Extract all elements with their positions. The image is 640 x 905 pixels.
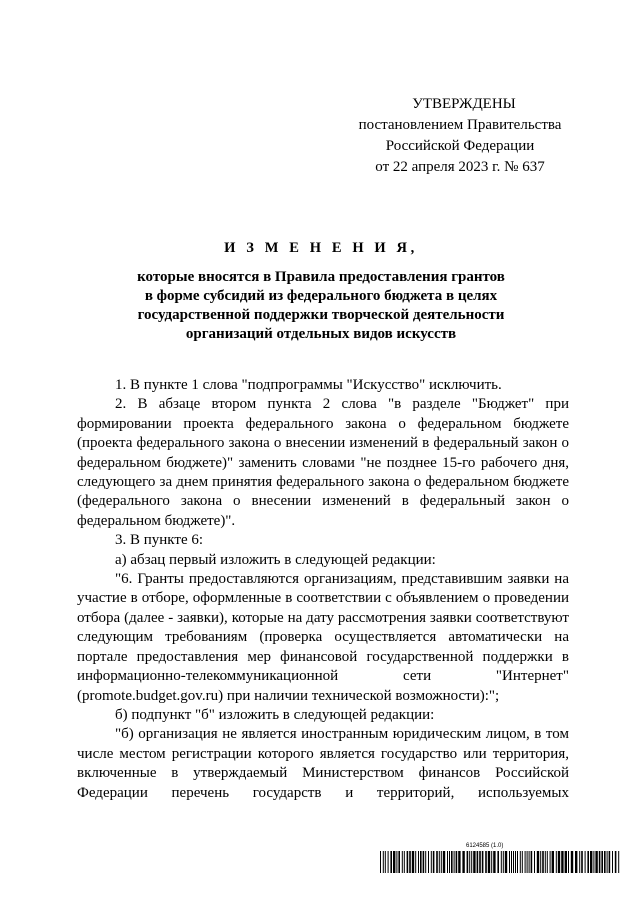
paragraph-3a-text: "6. Гранты предоставляются организациям, представившим заявки на участие в отборе, оформленные в соответствии с объявлением о проведении отбора (далее - заявки), которые на дату рассмотрения заявки соответствуют следующим требованиям (проверка осуществляется автоматически на портале предоставления мер финансовой государственной поддержки в информационно-телекоммуникационной сети "Интернет" (promote.budget.gov.ru) при наличии технической возможности):"; (77, 571, 569, 704)
document-heading (78, 240, 564, 344)
heading-subtitle-line: которые вносятся в Правила предоставления грантов (137, 269, 505, 285)
approval-line: Российской Федерации (385, 138, 535, 154)
paragraph-3b-text: "б) организация не является иностранным юридическим лицом, в том числе местом регистрации которого является государство или территория, включенные в утверждаемый Министерством финансов Российской Федерации перечень государств и территорий, используемых (77, 726, 569, 801)
document-body (77, 376, 569, 803)
paragraph-3b: б) подпункт "б" изложить в следующей редакции: (115, 706, 435, 723)
paragraph-2: 2. В абзаце втором пункта 2 слова "в разделе "Бюджет" при формировании проекта федерального закона о федеральном бюджете (проекта федерального закона о внесении изменений в федеральный закон о федеральном бюджете)" заменить словами "не позднее 15-го рабочего дня, следующего за днем принятия федерального закона о федеральном бюджете (федерального закона о внесении изменений в федеральный закон о федеральном бюджете)". (77, 396, 569, 529)
heading-subtitle-line: организаций отдельных видов искусств (185, 326, 457, 342)
heading-subtitle-line: в форме субсидий из федерального бюджета в целях (144, 288, 498, 304)
barcode-number: 6124585 (1.0) (466, 843, 504, 849)
heading-subtitle-line: государственной поддержки творческой деятельности (137, 307, 505, 323)
paragraph-3: 3. В пункте 6: (115, 532, 204, 549)
paragraph-1: 1. В пункте 1 слова "подпрограммы "Искусство" исключить. (115, 377, 502, 393)
approval-line: постановлением Правительства (358, 117, 562, 133)
paragraph-3a: а) абзац первый изложить в следующей редакции: (115, 551, 436, 568)
barcode (380, 851, 620, 873)
approval-block (300, 94, 620, 178)
heading-title: И З М Е Н Е Н И Я, (224, 240, 418, 256)
approval-title: УТВЕРЖДЕНЫ (412, 96, 516, 112)
approval-line: от 22 апреля 2023 г. № 637 (375, 159, 545, 175)
